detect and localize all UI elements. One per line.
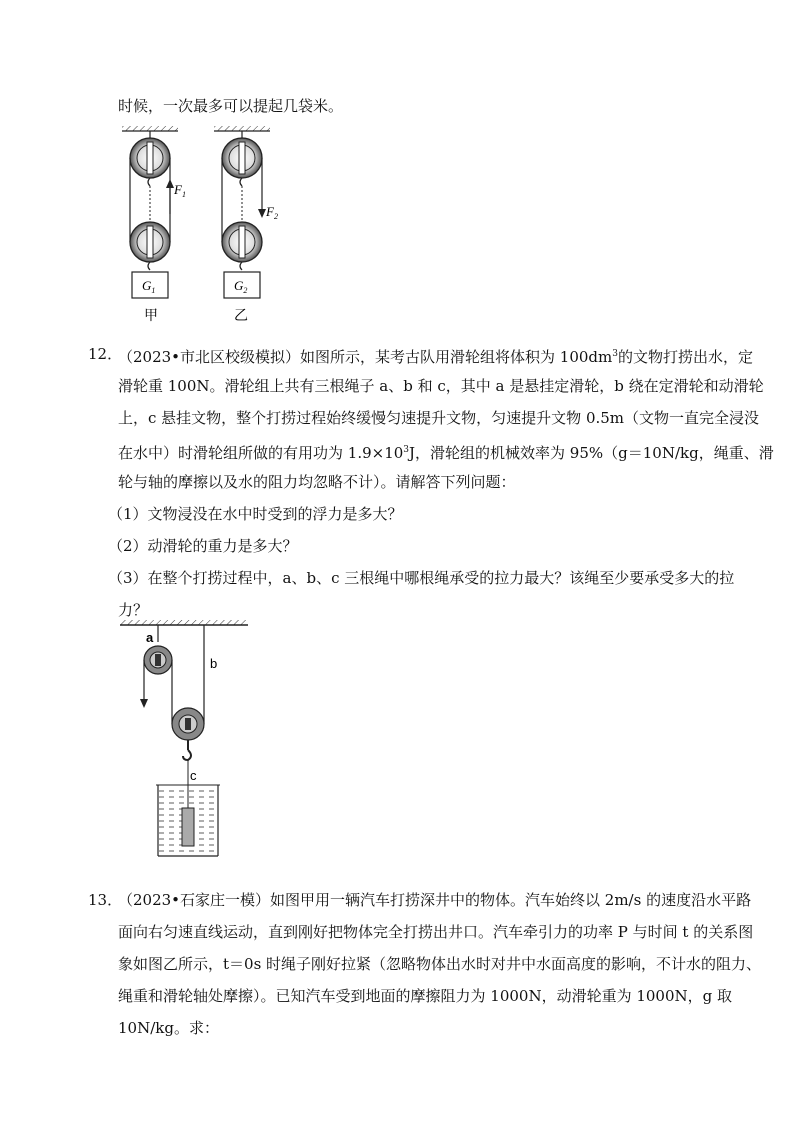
q12-line-1: （2023•市北区校级模拟）如图所示，某考古队用滑轮组将体积为 $100dm^3$的文物打捞出水，定 bbox=[118, 348, 753, 366]
movable-pulley-right bbox=[222, 222, 262, 262]
q12-line-3: 上，c 悬挂文物，整个打捞过程始终缓慢匀速提升文物，匀速提升文物 0.5m（文物一直完全浸没 bbox=[118, 409, 760, 427]
q12-line-4: 在水中）时滑轮组所做的有用功为 $1.9\times 10^3J$，滑轮组的机械效率为 95%（g＝10N/kg，绳重、滑 bbox=[118, 444, 774, 462]
movable-pulley-left bbox=[130, 222, 170, 262]
pulley-figure-2 bbox=[118, 620, 258, 860]
ceiling-left bbox=[122, 126, 178, 131]
q13-line-2: 面向右匀速直线运动，直到刚好把物体完全打捞出井口。汽车牵引力的功率 P 与时间 t 的关系图 bbox=[118, 923, 754, 941]
q12-sub-3a: （3）在整个打捞过程中，a、b、c 三根绳中哪根绳承受的拉力最大？该绳至少要承受多大的拉 bbox=[108, 569, 735, 587]
fixed-pulley-left bbox=[130, 138, 170, 178]
movable-pulley bbox=[172, 708, 204, 740]
question-13-number: 13． bbox=[88, 891, 123, 909]
q12-sub-3b: 力？ bbox=[118, 601, 149, 619]
g1-label: $G_1$ bbox=[142, 278, 156, 295]
q13-line-5: 10N/kg。求： bbox=[118, 1019, 219, 1037]
q13-line-1: （2023•石家庄一模）如图甲用一辆汽车打捞深井中的物体。汽车始终以 2m/s 的速度沿水平路 bbox=[118, 891, 752, 909]
f2-label: $F_2$ bbox=[266, 204, 278, 221]
q13-line-3: 象如图乙所示，t＝0s 时绳子刚好拉紧（忽略物体出水时对井中水面高度的影响，不计水的阻力、 bbox=[118, 955, 762, 973]
artifact bbox=[182, 808, 194, 846]
fixed-pulley-right bbox=[222, 138, 262, 178]
fixed-pulley-a bbox=[144, 646, 172, 674]
q13-line-4: 绳重和滑轮轴处摩擦）。已知汽车受到地面的摩擦阻力为 1000N，动滑轮重为 1000N，g 取 bbox=[118, 987, 733, 1005]
q12-line-5: 轮与轴的摩擦以及水的阻力均忽略不计）。请解答下列问题： bbox=[118, 473, 516, 491]
f1-label: $F_1$ bbox=[174, 182, 186, 199]
q12-sub-2: （2）动滑轮的重力是多大？ bbox=[108, 537, 298, 555]
pulley-figure-1 bbox=[118, 124, 288, 324]
q12-sub-1: （1）文物浸没在水中时受到的浮力是多大？ bbox=[108, 505, 403, 523]
label-yi: 乙 bbox=[234, 308, 248, 324]
question-12-number: 12． bbox=[88, 345, 123, 363]
rope-a-label: a bbox=[146, 630, 154, 645]
ceiling-right bbox=[214, 126, 270, 131]
rope-c-label: c bbox=[190, 768, 197, 783]
g2-label: $G_2$ bbox=[234, 278, 248, 295]
text-line-top: 时候，一次最多可以提起几袋米。 bbox=[118, 97, 344, 115]
label-jia: 甲 bbox=[144, 308, 158, 324]
q12-line-2: 滑轮重 100N。滑轮组上共有三根绳子 a、b 和 c，其中 a 是悬挂定滑轮，b 绕在定滑轮和动滑轮 bbox=[118, 377, 764, 395]
rope-b-label: b bbox=[210, 656, 218, 671]
